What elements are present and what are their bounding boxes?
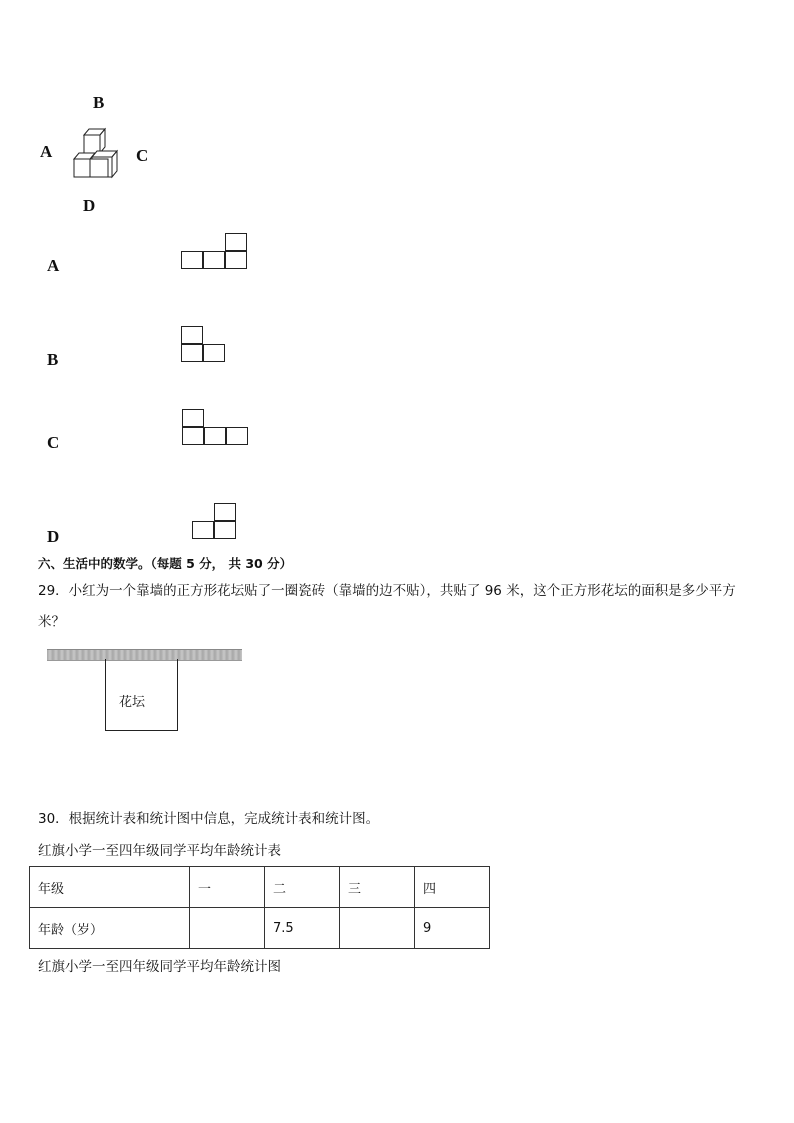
age-cell-3[interactable] — [340, 908, 415, 949]
age-cell-1[interactable] — [190, 908, 265, 949]
row-label-age: 年龄（岁） — [30, 908, 190, 949]
option-label-a: A — [47, 256, 60, 275]
option-b-view — [181, 326, 227, 363]
view-label-b: B — [93, 93, 105, 112]
table-row — [30, 908, 490, 949]
header-cell-grade: 年级 — [30, 867, 190, 908]
view-label-c: C — [136, 146, 149, 165]
option-a-view — [181, 233, 249, 270]
option-label-d: D — [47, 527, 60, 546]
age-cell-4: 9 — [415, 908, 490, 949]
age-cell-2: 7.5 — [265, 908, 340, 949]
view-label-a: A — [40, 142, 53, 161]
age-stats-table — [29, 866, 490, 949]
table-header-row — [30, 867, 490, 908]
option-label-c: C — [47, 433, 60, 452]
view-label-d: D — [83, 196, 96, 215]
option-d-view — [192, 503, 238, 540]
q29-text-line1: 29．小红为一个靠墙的正方形花坛贴了一圈瓷砖（靠墙的边不贴），共贴了 96 米，这个正方形花坛的面积是多少平方 — [38, 583, 736, 599]
section-title: 六、生活中的数学。（每题 5 分， 共 30 分） — [38, 556, 293, 571]
option-c-view — [182, 409, 250, 446]
table-title: 红旗小学一至四年级同学平均年龄统计表 — [38, 843, 281, 859]
chart-title: 红旗小学一至四年级同学平均年龄统计图 — [38, 959, 281, 975]
q30-text: 30．根据统计表和统计图中信息，完成统计表和统计图。 — [38, 811, 380, 827]
header-cell-4: 四 — [415, 867, 490, 908]
header-cell-2: 二 — [265, 867, 340, 908]
option-label-b: B — [47, 350, 59, 369]
header-cell-3: 三 — [340, 867, 415, 908]
flower-bed-label: 花坛 — [119, 695, 146, 710]
header-cell-1: 一 — [190, 867, 265, 908]
q29-text-line2: 米？ — [38, 614, 65, 630]
cube-stack-figure — [70, 126, 122, 180]
